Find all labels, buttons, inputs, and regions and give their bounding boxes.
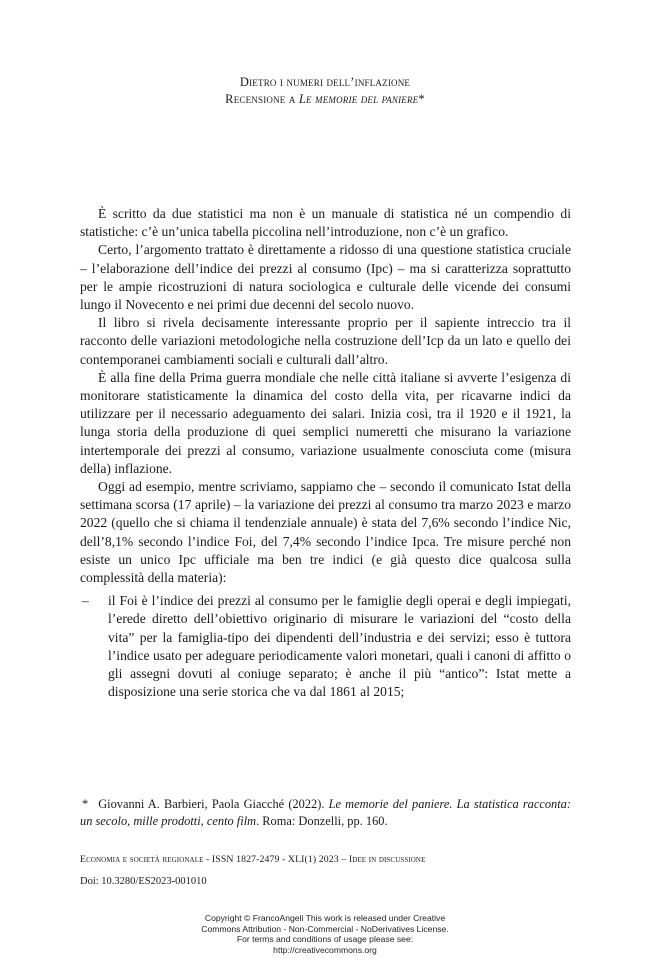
- footnote-mark: *: [82, 797, 89, 811]
- footnote-book-title: Le memorie del paniere. La statistica racconta: un secolo, mille prodotti, cento film: [80, 797, 571, 828]
- paragraph: È scritto da due statistici ma non è un manuale di statistica né un compendio di statistiche: c’è un’unica tabella piccolina nell’introduzione, non c’è un grafico.: [80, 206, 571, 240]
- article-body: [80, 205, 571, 701]
- list-dash: –: [82, 593, 89, 609]
- footnote-authors: Giovanni A. Barbieri, Paola Giacché (2022).: [98, 797, 329, 811]
- footnote-publisher: . Roma: Donzelli, pp. 160.: [256, 814, 388, 828]
- title-book-name: Le memorie del paniere: [298, 92, 419, 106]
- footnote-marker: *: [418, 92, 425, 106]
- paragraph: È alla fine della Prima guerra mondiale che nelle città italiane si avverte l’esigenza di monitorare statisticamente la dinamica del costo della vita, per ricavarne indici da utilizzare per il necessario adeguamento dei salari. Inizia così, tra il 1920 e il 1921, la lunga storia della produzione di quei semplici numeretti che misurano la variazione intertemporale dei prezzi al consumo, variazione usualmente conosciuta come (misura della) inflazione.: [80, 369, 571, 476]
- list-item: [80, 592, 571, 701]
- list-item-text: il Foi è l’indice dei prezzi al consumo per le famiglie degli operai e degli impiegati, l’erede diretto dell’obiettivo originario di misurare le variazioni del “costo della vita” per la famiglia-tipo dei dipendenti dell’industria e dei servizi; esso è tuttora l’indice usato per adeguare periodicamente valori monetari, quali i canoni di affitto o gli assegni dovuti al coniuge separato; è anche il più “antico”: Istat mette a disposizione una serie storica che va dal 1861 al 2015;: [108, 593, 571, 700]
- license-line: Commons Attribution - Non-Commercial - NoDerivatives License.: [201, 923, 449, 934]
- footnote: [80, 796, 571, 830]
- license-line: Copyright © FrancoAngeli This work is released under Creative: [204, 913, 446, 923]
- paragraph: Oggi ad esempio, mentre scriviamo, sappiamo che – secondo il comunicato Istat della settimana scorsa (17 aprile) – la variazione dei prezzi al consumo tra marzo 2023 e marzo 2022 (quello che si chiama il tendenziale annuale) è stata del 7,6% secondo l’indice Nic, dell’8,1% secondo l’indice Foi, del 7,4% secondo l’indice Ipca. Tre misure perché non esiste un unico Ipc ufficiale ma ben tre indici (e già questo dice qualcosa sulla complessità della materia):: [80, 479, 571, 586]
- journal-info: Economia e società regionale - ISSN 1827-2479 - XLI(1) 2023 – Idee in discussione: [80, 854, 426, 865]
- paragraph: Certo, l’argomento trattato è direttamente a ridosso di una questione statistica cruciale – l’elaborazione dell’indice dei prezzi al consumo (Ipc) – ma si caratterizza soprattutto per le ampie ricostruzioni di natura sociologica e culturale delle vicende dei consumi lungo il Novecento e nei primi due decenni del secolo nuovo.: [80, 242, 571, 313]
- license-link[interactable]: http://creativecommons.org: [273, 944, 377, 955]
- license-line: For terms and conditions of usage please see:: [236, 934, 414, 945]
- doi: Doi: 10.3280/ES2023-001010: [80, 876, 207, 887]
- license-notice: [0, 913, 650, 955]
- paragraph: Il libro si rivela decisamente interessante proprio per il sapiente intreccio tra il racconto delle variazioni metodologiche nella costruzione dell’Icp da un lato e quello dei contemporanei cambiamenti sociali e culturali dall’altro.: [80, 315, 571, 367]
- article-title: [0, 74, 650, 108]
- title-line-2: [0, 91, 650, 108]
- title-prefix: Recensione a: [225, 92, 299, 106]
- title-line-1: Dietro i numeri dell’inflazione: [239, 75, 411, 89]
